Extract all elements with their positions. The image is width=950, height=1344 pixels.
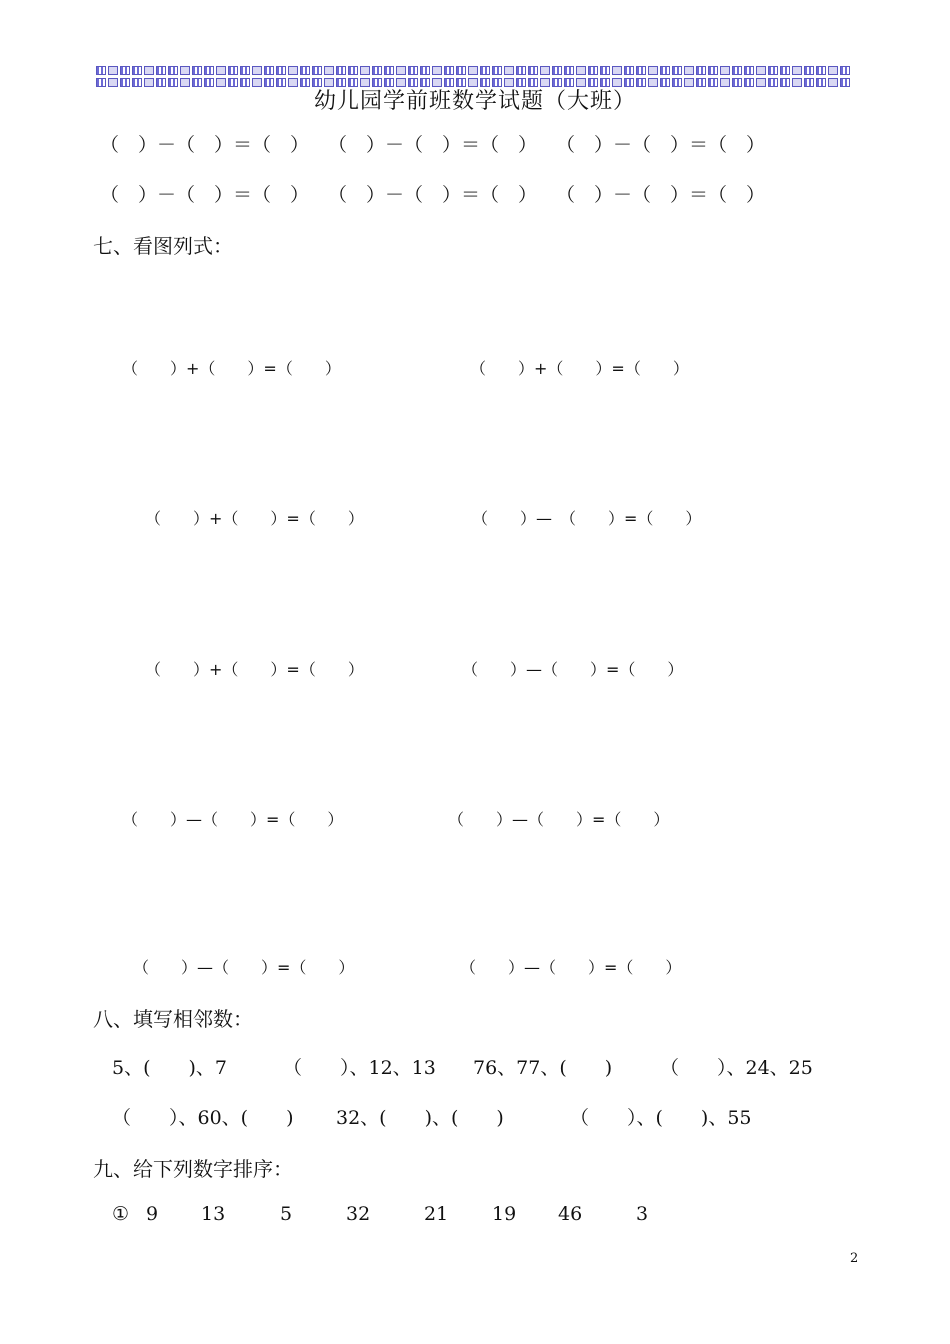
section-8-heading: 八、填写相邻数：	[93, 1007, 253, 1031]
equation: （ ）—（ ）=（ ）	[460, 958, 682, 977]
border-tile	[324, 66, 334, 75]
border-tile	[180, 66, 190, 75]
neighbor-item: 76、77、( )	[473, 1057, 613, 1079]
border-tile	[120, 66, 130, 75]
border-tile	[624, 66, 634, 75]
border-tile	[240, 66, 250, 75]
sort-number: 21	[424, 1203, 449, 1225]
border-tile	[288, 66, 298, 75]
border-tile	[672, 66, 682, 75]
sort-number: 19	[492, 1203, 517, 1225]
border-tile	[420, 66, 430, 75]
border-tile	[804, 66, 814, 75]
border-tile	[480, 66, 490, 75]
border-tile	[360, 66, 370, 75]
equation: （ ）—（ ）=（ ）	[448, 810, 670, 829]
border-tile	[96, 66, 106, 75]
border-tile	[384, 66, 394, 75]
border-tile	[744, 66, 754, 75]
neighbor-item: （ ）、12、13	[283, 1057, 436, 1079]
border-tile	[816, 66, 826, 75]
equation: （ ）+（ ）=（ ）	[122, 359, 341, 378]
border-tile	[552, 66, 562, 75]
border-tile	[216, 66, 226, 75]
neighbor-item: 32、( )、( )	[336, 1107, 504, 1129]
border-tile	[336, 66, 346, 75]
border-tile	[732, 66, 742, 75]
border-tile	[432, 66, 442, 75]
border-tile	[264, 66, 274, 75]
sort-number: 13	[201, 1203, 226, 1225]
border-tile	[564, 66, 574, 75]
border-tile	[576, 66, 586, 75]
border-tile	[792, 66, 802, 75]
border-tile	[408, 66, 418, 75]
border-tile	[720, 66, 730, 75]
border-tile	[600, 66, 610, 75]
border-tile	[540, 66, 550, 75]
border-tile	[612, 66, 622, 75]
border-tile	[276, 66, 286, 75]
border-tile	[204, 66, 214, 75]
equation: （ ）+（ ）=（ ）	[470, 359, 689, 378]
border-tile	[456, 66, 466, 75]
sort-number: 5	[280, 1203, 293, 1225]
equation: （ ）—（ ）=（ ）	[133, 958, 355, 977]
sort-marker: ①	[112, 1203, 130, 1225]
border-tile	[372, 66, 382, 75]
equation: （ ）—（ ）=（ ）	[462, 660, 684, 679]
border-tile	[504, 66, 514, 75]
border-tile	[168, 66, 178, 75]
border-tile	[396, 66, 406, 75]
border-tile	[444, 66, 454, 75]
border-tile	[108, 66, 118, 75]
neighbor-item: 5、( )、7	[112, 1057, 228, 1079]
border-tile	[252, 66, 262, 75]
section-9-heading: 九、给下列数字排序：	[93, 1157, 293, 1181]
sort-number: 3	[636, 1203, 649, 1225]
border-tile	[660, 66, 670, 75]
border-tile	[516, 66, 526, 75]
border-tile	[780, 66, 790, 75]
blank-row-1: （ ）－（ ）＝（ ） （ ）－（ ）＝（ ） （ ）－（ ）＝（ ）	[100, 134, 766, 156]
border-tile	[684, 66, 694, 75]
border-tile	[492, 66, 502, 75]
border-tile	[156, 66, 166, 75]
blank-row-2: （ ）－（ ）＝（ ） （ ）－（ ）＝（ ） （ ）－（ ）＝（ ）	[100, 184, 766, 206]
border-tile	[588, 66, 598, 75]
equation: （ ）— （ ）=（ ）	[472, 509, 702, 528]
border-tile	[768, 66, 778, 75]
border-tile	[756, 66, 766, 75]
border-tile	[300, 66, 310, 75]
page-title: 幼儿园学前班数学试题（大班）	[313, 89, 636, 114]
page-number: 2	[850, 1251, 859, 1266]
border-tile	[840, 66, 850, 75]
border-tile	[228, 66, 238, 75]
equation: （ ）+（ ）=（ ）	[145, 509, 364, 528]
border-tile	[132, 66, 142, 75]
sort-number: 9	[146, 1203, 159, 1225]
border-tile	[696, 66, 706, 75]
border-tile	[312, 66, 322, 75]
border-tile	[528, 66, 538, 75]
equation: （ ）+（ ）=（ ）	[145, 660, 364, 679]
neighbor-item: （ ）、( )、55	[570, 1107, 752, 1129]
border-tile	[192, 66, 202, 75]
sort-number: 32	[346, 1203, 371, 1225]
sort-number: 46	[558, 1203, 583, 1225]
border-tile	[648, 66, 658, 75]
equation: （ ）—（ ）=（ ）	[122, 810, 344, 829]
border-tile	[144, 66, 154, 75]
border-tile	[468, 66, 478, 75]
neighbor-item: （ ）、60、( )	[112, 1107, 294, 1129]
section-7-heading: 七、看图列式：	[93, 234, 233, 258]
border-tile	[348, 66, 358, 75]
border-tile	[636, 66, 646, 75]
border-tile	[708, 66, 718, 75]
border-tile	[828, 66, 838, 75]
neighbor-item: （ ）、24、25	[660, 1057, 813, 1079]
